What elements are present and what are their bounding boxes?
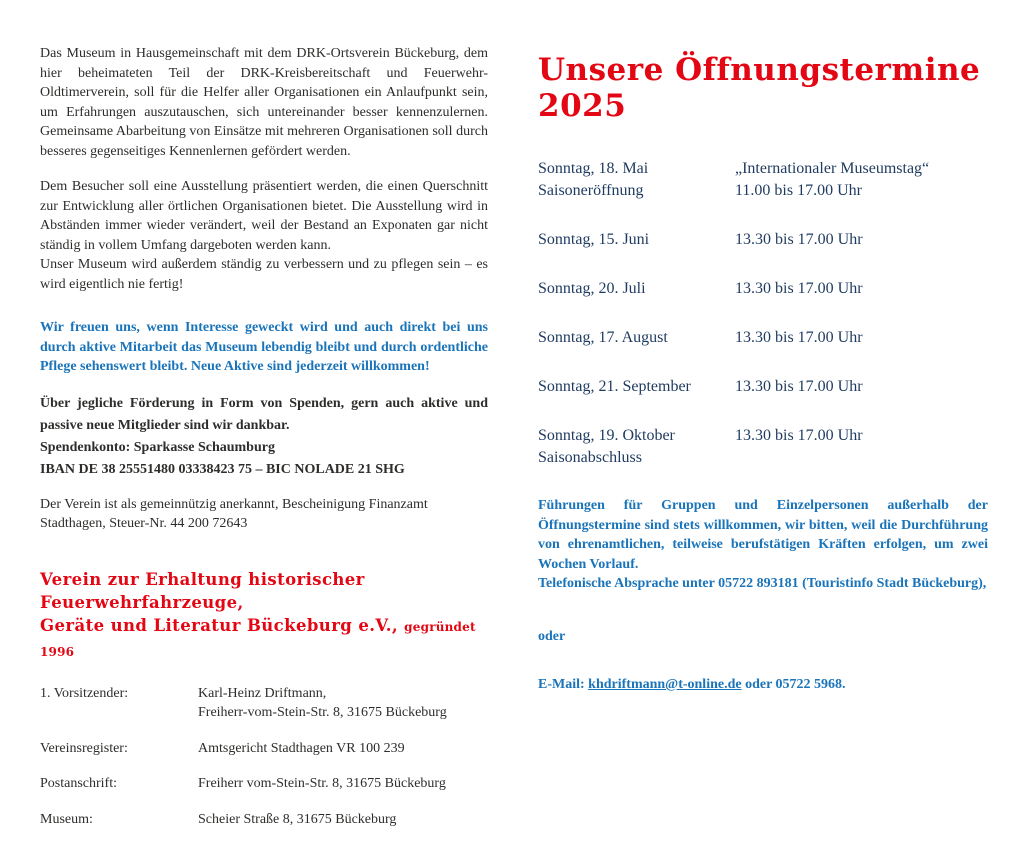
contact-value: Scheier Straße 8, 31675 Bückeburg (198, 811, 397, 827)
contact-label: Postanschrift: (40, 776, 117, 791)
right-column (538, 0, 988, 695)
contact-row-museum (40, 810, 488, 830)
contact-value: Amtsgericht Stadthagen VR 100 239 (198, 740, 405, 756)
schedule-date-cell (538, 158, 735, 202)
intro-paragraph: Das Museum in Hausgemeinschaft mit dem DRK-Ortsverein Bückeburg, dem hier beheimateten Teil der DRK-Kreisbereitschaft und Feuerwehr-Oldtimerverein, soll für die Helfer aller Organisationen ein Anlaufpunkt sein, um Erfahrungen auszutauschen, sich untereinander besser kennenzulernen. Gemeinsame Abarbeitung von Einsätze mit mehreren Organisationen soll durch besseres gegenseitiges Kennenlernen gefördert werden. (40, 46, 488, 159)
tours-paragraph: Führungen für Gruppen und Einzelpersonen außerhalb der Öffnungstermine sind stets willkommen, wir bitten, weil die Durchführung von ehrenamtlichen, teilweise berufstätigen Kräften erfolgen, um zwei Wochen Vorlauf. (538, 498, 988, 572)
schedule-info: „Internationaler Museumstag“ (735, 160, 930, 177)
email-line (538, 675, 988, 695)
schedule-time: 13.30 bis 17.00 Uhr (735, 280, 863, 297)
invitation-paragraph: Wir freuen uns, wenn Interesse geweckt wird und auch direkt bei uns durch aktive Mitarbeit das Museum lebendig bleibt und durch ordentliche Pflege sehenswert bleibt. Neue Aktive sind jederzeit willkommen! (40, 320, 488, 374)
or-line: oder (538, 628, 566, 644)
donation-appeal: Über jegliche Förderung in Form von Spenden, gern auch aktive und passive neue Mitglieder sind wir dankbar. (40, 395, 488, 433)
schedule-time: 13.30 bis 17.00 Uhr (735, 329, 863, 346)
donation-account: Spendenkonto: Sparkasse Schaumburg (40, 439, 275, 455)
schedule-row-mai (538, 158, 988, 202)
contact-value (198, 684, 488, 723)
contact-table (40, 684, 488, 830)
contact-row-vorsitzender (40, 684, 488, 723)
donation-block (40, 393, 488, 481)
schedule-date: Sonntag, 19. Oktober (538, 427, 675, 444)
schedule-time: 13.30 bis 17.00 Uhr (735, 427, 863, 444)
phone-paragraph: Telefonische Absprache unter 05722 893181 (Touristinfo Stadt Bückeburg), (538, 576, 987, 591)
contact-label: Museum: (40, 811, 93, 827)
schedule-note: Saisoneröffnung (538, 182, 644, 199)
never-finished-paragraph: Unser Museum wird außerdem ständig zu verbessern und zu pflegen sein – es wird eigentlich nie fertig! (40, 257, 488, 292)
contact-value: Freiherr vom-Stein-Str. 8, 31675 Bückeburg (198, 776, 446, 791)
schedule-row-juli (538, 278, 988, 300)
contact-label: 1. Vorsitzender: (40, 685, 129, 701)
schedule-time: 13.30 bis 17.00 Uhr (735, 378, 863, 395)
association-title (40, 568, 488, 664)
schedule-date: Sonntag, 15. Juni (538, 231, 650, 248)
contact-row-postanschrift (40, 774, 488, 794)
schedule-time: 13.30 bis 17.00 Uhr (735, 231, 863, 248)
left-column (40, 0, 488, 845)
association-title-line1: Verein zur Erhaltung historischer Feuerwehrfahrzeuge, (40, 569, 365, 612)
schedule-time: 11.00 bis 17.00 Uhr (735, 182, 862, 199)
schedule-date: Sonntag, 20. Juli (538, 280, 646, 297)
schedule-row-september (538, 376, 988, 398)
contact-row-vereinsregister (40, 739, 488, 759)
schedule-date: Sonntag, 18. Mai (538, 160, 649, 177)
opening-schedule (538, 158, 988, 469)
schedule-note: Saisonabschluss (538, 449, 642, 466)
association-title-line2 (40, 614, 488, 664)
donation-iban: IBAN DE 38 25551480 03338423 75 – BIC NOLADE 21 SHG (40, 461, 405, 477)
contact-label: Vereinsregister: (40, 740, 128, 756)
exhibition-block (40, 177, 488, 294)
schedule-row-august (538, 327, 988, 349)
tax-note: Der Verein ist als gemeinnützig anerkannt, Bescheinigung Finanzamt Stadthagen, Steuer-Nr. 44 200 72643 (40, 496, 428, 531)
email-after: oder 05722 5968. (741, 677, 846, 692)
email-label: E-Mail: (538, 677, 589, 692)
schedule-date: Sonntag, 17. August (538, 329, 668, 346)
tours-block (538, 496, 988, 594)
schedule-date: Sonntag, 21. September (538, 378, 691, 395)
page-title: Unsere Öffnungstermine 2025 (538, 52, 981, 124)
schedule-date-cell (538, 425, 735, 469)
schedule-row-juni (538, 229, 988, 251)
association-name: Geräte und Literatur Bückeburg e.V., (40, 615, 405, 635)
association-founded: gegründet 1996 (40, 619, 476, 659)
schedule-row-oktober (538, 425, 988, 469)
contact-value-line: Freiherr-vom-Stein-Str. 8, 31675 Bückeburg (198, 705, 447, 720)
contact-value-line: Karl-Heinz Driftmann, (198, 685, 327, 701)
exhibition-paragraph: Dem Besucher soll eine Ausstellung präsentiert werden, die einen Querschnitt zur Entwicklung aller örtlichen Organisationen bietet. Die Ausstellung wird in Abständen immer wieder verändert, weil der Bestand an Exponaten gar nicht ständig in vollem Umfang dargeboten werden kann. (40, 179, 488, 253)
email-link[interactable]: khdriftmann@t-online.de (588, 677, 742, 692)
schedule-time-cell (735, 158, 988, 202)
